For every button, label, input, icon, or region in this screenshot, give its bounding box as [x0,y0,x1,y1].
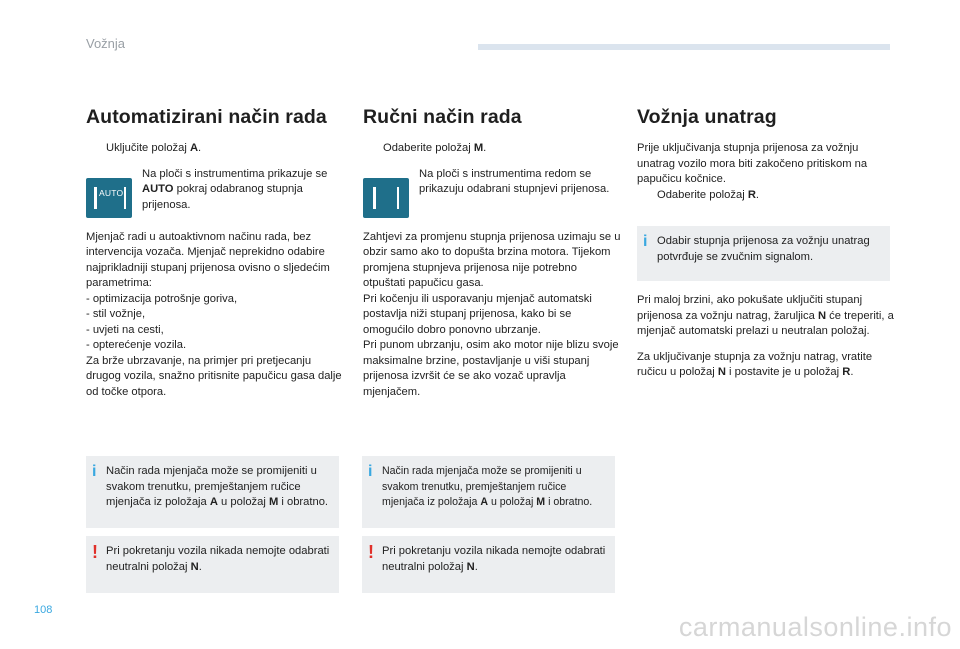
page-number: 108 [34,604,53,616]
manual-gear-icon [363,178,409,218]
warning-icon: ! [92,542,98,562]
manual-indicator-row [363,167,621,218]
manual-indicator-text: Na ploči s instrumentima redom se prikazuju odabrani stupnjevi prijenosa. [419,167,610,195]
paragraph: Mjenjač radi u autoaktivnom načinu rada, bez intervencija vozača. Mjenjač neprekidno odabire najprikladniji stupanj prijenosa ovisno o sljedećim parametrima: [86,230,330,289]
warning-box: ! Pri pokretanju vozila nikada nemojte odabrati neutralni položaj N. [86,536,339,593]
paragraph: Prije uključivanja stupnja prijenosa za vožnju unatrag vozilo mora biti zakočeno pritiskom na papučicu kočnice. [637,142,868,185]
paragraph: Zahtjevi za promjenu stupnja prijenosa uzimaju se u obzir samo ako to dopušta brzina motora. Tijekom promjena stupnjeva prijenosa nije potrebno otpuštati papučicu gasa. [363,230,621,289]
info-icon: i [368,463,373,480]
list-item: - opterećenje vozila. [86,339,187,351]
checkbox-bullet-icon [637,188,657,204]
paragraph: Pri maloj brzini, ako pokušate uključiti stupanj prijenosa za vožnju natrag, žaruljica N će treperiti, a mjenjač automatski prelazi u neutralan položaj. [637,294,894,337]
heading-automatic: Automatizirani način rada [86,106,327,128]
info-box: i Način rada mjenjača može se promijeniti u svakom trenutku, premještanjem ručice mjenjača iz položaja A u položaj M i obratno. [362,456,615,528]
info-icon: i [92,463,97,480]
info-box: i Način rada mjenjača može se promijeniti u svakom trenutku, premještanjem ručice mjenjača iz položaja A u položaj M i obratno. [86,456,339,528]
auto-indicator-text: Na ploči s instrumentima prikazuje se AUTO pokraj odabranog stupnja prijenosa. [142,167,328,211]
info-box: i Odabir stupnja prijenosa za vožnju unatrag potvrđuje se zvučnim signalom. [637,226,890,281]
heading-manual: Ručni način rada [363,106,522,128]
auto-gear-icon: AUTO [86,178,132,218]
header-bar [478,44,890,50]
paragraph: Za uključivanje stupnja za vožnju natrag, vratite ručicu u položaj N i postavite je u položaj R. [637,350,873,378]
column-reverse [637,106,895,213]
list-item: - uvjeti na cesti, [86,323,164,336]
bullet-select-r: Odaberite položaj R. [637,188,895,204]
column-manual [363,106,621,410]
column-automatic [86,106,344,410]
auto-indicator-row [86,167,344,218]
watermark: carmanualsonline.info [678,612,952,642]
bullet-select-a: Uključite položaj A. [86,141,344,157]
info-icon: i [643,233,648,250]
parameter-list [86,292,344,354]
checkbox-bullet-icon [363,141,383,157]
paragraph: Pri punom ubrzanju, osim ako motor nije blizu svoje maksimalne brzine, postavljanje u viši stupanj prijenosa izvršit će se ako vozač upravlja mjenjačem. [363,339,619,398]
paragraph: Za brže ubrzavanje, na primjer pri pretjecanju drugog vozila, snažno pritisnite papučicu gasa dalje od točke otpora. [86,354,342,398]
warning-icon: ! [368,542,374,562]
list-item: - optimizacija potrošnje goriva, [86,292,238,305]
heading-reverse: Vožnja unatrag [637,106,777,128]
paragraph: Pri kočenju ili usporavanju mjenjač automatski postavlja niži stupanj prijenosa, kako bi se omogućilo dobro ponovno ubrzanje. [363,292,592,336]
list-item: - stil vožnje, [86,308,146,320]
bullet-select-m: Odaberite položaj M. [363,141,621,157]
checkbox-bullet-icon [86,141,106,157]
warning-box: ! Pri pokretanju vozila nikada nemojte odabrati neutralni položaj N. [362,536,615,593]
reverse-details [637,293,895,391]
section-title: Vožnja [86,36,126,51]
